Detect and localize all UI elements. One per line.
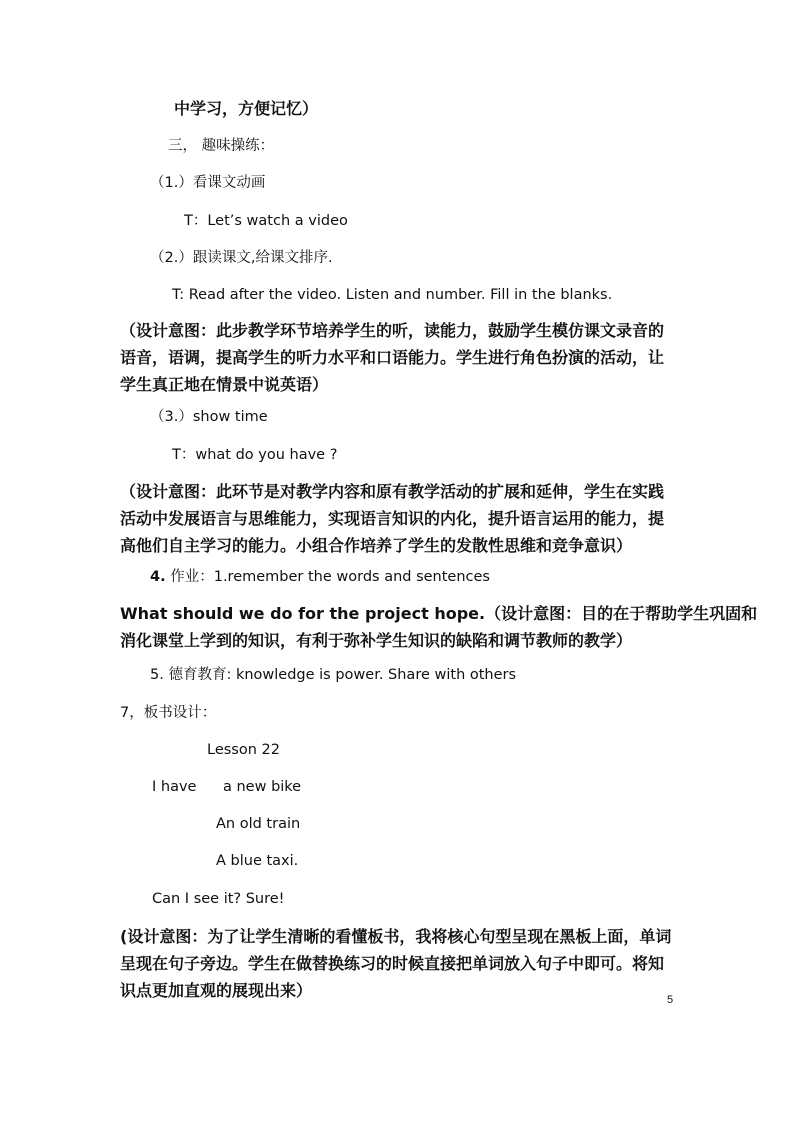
board-word: An old train [216,816,301,832]
page-number: 5 [667,994,674,1006]
paragraph-line: 语音，语调，提高学生的听力水平和口语能力。学生进行角色扮演的活动，让 [120,348,665,367]
board-sentence: I have [152,779,197,795]
board-sentence: Can I see it? Sure! [152,891,285,907]
text-line: 5. 德育教育: knowledge is power. Share with others [150,667,517,683]
paragraph-line: 高他们自主学习的能力。小组合作培养了学生的发散性思维和竞争意识） [120,536,633,555]
board-word: a new bike [223,779,302,795]
paragraph-line: (设计意图：为了让学生清晰的看懂板书，我将核心句型呈现在黑板上面，单词 [120,927,672,946]
homework-text: 作业：1.remember the words and sentences [170,569,490,585]
board-title: Lesson 22 [207,742,280,758]
design-intent-paragraph [120,317,690,398]
board-word: A blue taxi. [216,853,299,869]
design-intent-paragraph [120,478,690,559]
text-line: 中学习，方便记忆） [174,99,319,118]
paragraph-line: （设计意图：此环节是对教学内容和原有教学活动的扩展和延伸，学生在实践 [120,482,665,501]
paragraph-line: 活动中发展语言与思维能力，实现语言知识的内化，提升语言运用的能力，提 [120,509,665,528]
section-heading: 三， 趣味操练： [168,138,275,154]
design-intent-paragraph [120,923,690,1004]
text-line: （1.）看课文动画 [150,175,266,191]
text-line: （2.）跟读课文,给课文排序. [150,250,333,266]
text-line: T: Read after the video. Listen and number. Fill in the blanks. [172,287,613,303]
paragraph-line: （设计意图：此步教学环节培养学生的听，读能力，鼓励学生模仿课文录音的 [120,321,665,340]
paragraph-line: 消化课堂上学到的知识，有利于弥补学生知识的缺陷和调节教师的教学） [120,631,633,650]
text-line [150,567,490,587]
text-line: T：Let’s watch a video [184,213,348,229]
paragraph-line: What should we do for the project hope.（设计意图：目的在于帮助学生巩固和 [120,604,758,623]
design-intent-paragraph [120,600,758,654]
section-heading: 7，板书设计： [120,705,217,721]
paragraph-line: 呈现在句子旁边。学生在做替换练习的时候直接把单词放入句子中即可。将知 [120,954,665,973]
text-line: （3.）show time [150,409,268,425]
paragraph-line: 识点更加直观的展现出来） [120,981,313,1000]
text-line: T：what do you have ? [172,447,338,463]
paragraph-line: 学生真正地在情景中说英语） [120,375,329,394]
list-number: 4. [150,569,166,585]
